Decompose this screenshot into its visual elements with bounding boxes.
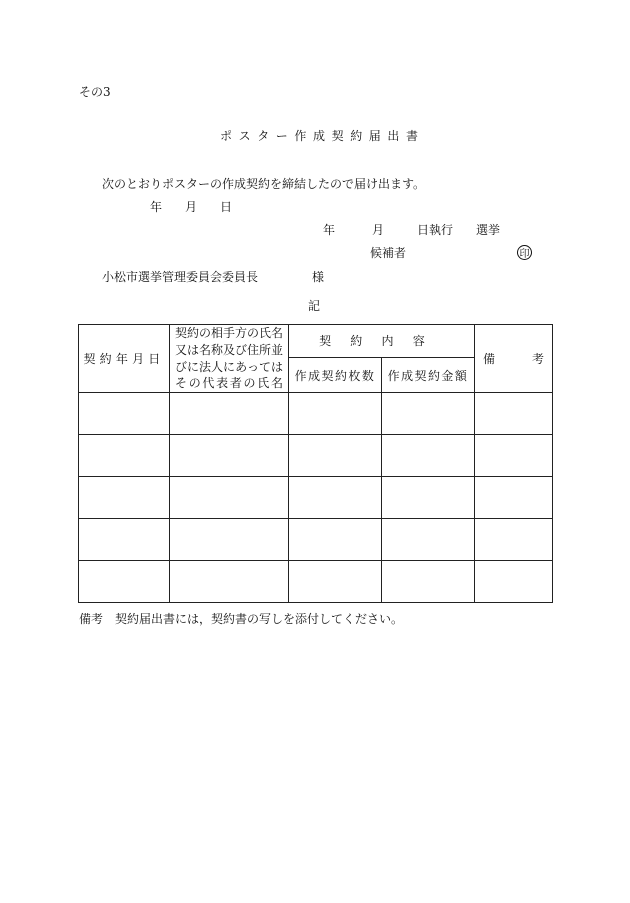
page-title: ポスター作成契約届出書 [220,129,425,143]
election-label: 選挙 [476,223,501,237]
header-remarks-left: 備 [483,352,496,367]
seal-mark: 印 [517,245,532,260]
table-cell[interactable] [170,561,289,603]
table-cell[interactable] [289,393,382,435]
intro-text: 次のとおりポスターの作成契約を締結したので届け出ます。 [102,177,426,191]
election-month: 月 [372,223,385,237]
form-number: その3 [79,85,111,99]
table-cell[interactable] [475,561,553,603]
candidate-label: 候補者 [370,246,407,260]
header-remarks-right: 考 [531,352,544,367]
table-cell[interactable] [382,519,475,561]
table-cell[interactable] [289,519,382,561]
table-row [79,561,553,603]
table-cell[interactable] [289,561,382,603]
header-contract-count: 作成契約枚数 [289,357,382,392]
table-cell[interactable] [475,393,553,435]
table-cell[interactable] [289,435,382,477]
table-cell[interactable] [475,435,553,477]
header-party-line-4: その代表者の氏名 [175,376,283,391]
table-row [79,393,553,435]
table-cell[interactable] [475,477,553,519]
table-cell[interactable] [79,393,170,435]
header-contract-party [170,325,289,393]
ki-label: 記 [308,299,321,313]
date-year: 年 [150,200,163,214]
header-party-line-3: びに法人にあっては [175,359,283,374]
table-cell[interactable] [170,393,289,435]
table-cell[interactable] [170,477,289,519]
header-contract-amount: 作成契約金額 [382,357,475,392]
header-contract-date: 契約年月日 [79,325,170,393]
election-day-exec: 日執行 [417,223,454,237]
contract-table [78,324,553,603]
table-cell[interactable] [79,561,170,603]
header-party-line-1: 契約の相手方の氏名 [175,326,284,340]
table-cell[interactable] [79,519,170,561]
table-cell[interactable] [382,393,475,435]
header-remarks [475,325,553,393]
header-contract-details: 契約内容 [289,325,475,358]
honorific: 様 [312,270,325,284]
election-year: 年 [323,223,336,237]
table-row [79,477,553,519]
date-day: 日 [220,200,233,214]
table-cell[interactable] [170,519,289,561]
table-row [79,435,553,477]
table-cell[interactable] [170,435,289,477]
table-cell[interactable] [79,435,170,477]
table-row [79,519,553,561]
table-cell[interactable] [79,477,170,519]
header-party-line-2: 又は名称及び住所並 [175,342,284,357]
table-cell[interactable] [382,477,475,519]
addressee: 小松市選挙管理委員会委員長 [102,270,259,284]
table-cell[interactable] [382,561,475,603]
date-month: 月 [185,200,198,214]
table-cell[interactable] [475,519,553,561]
table-cell[interactable] [382,435,475,477]
footnote: 備考 契約届出書には，契約書の写しを添付してください。 [79,612,404,626]
table-cell[interactable] [289,477,382,519]
